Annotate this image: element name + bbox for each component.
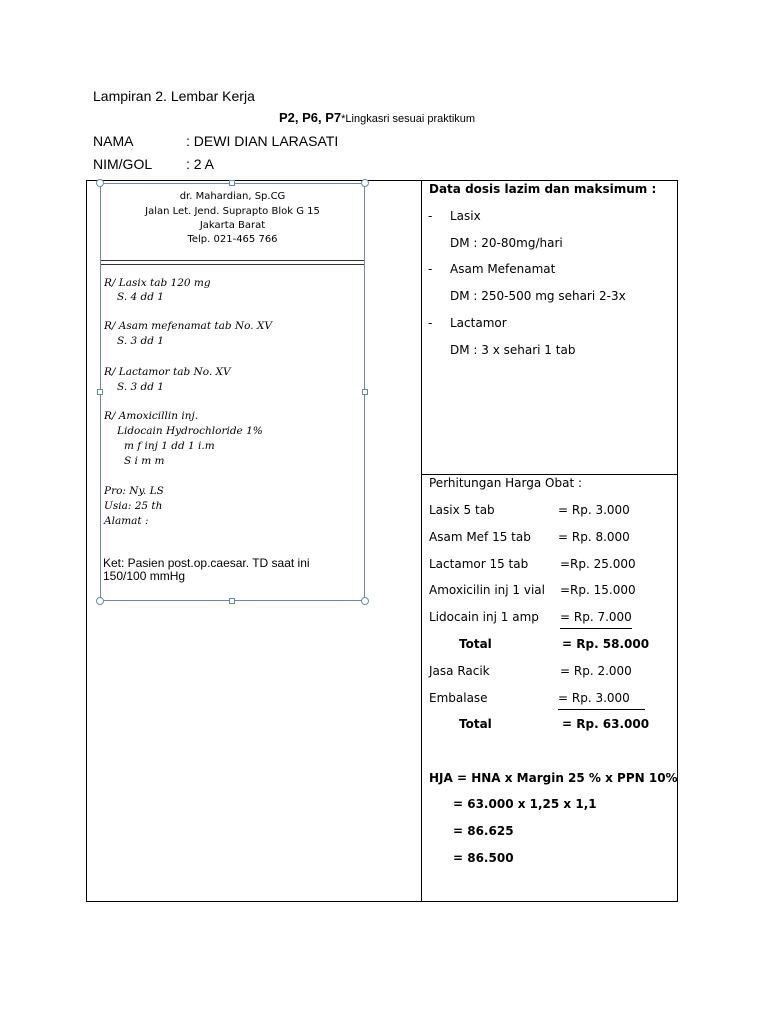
patient-line: Pro: Ny. LS [104,485,164,497]
bullet: - [428,316,433,330]
resize-handle-top-right[interactable] [361,179,369,187]
rx-line: S i m m [124,455,165,467]
harga-row-label: Amoxicilin inj 1 vial [429,583,545,597]
nim-label: NIM/GOL [93,156,153,172]
embalase-label: Embalase [429,691,488,705]
bullet: - [428,209,433,223]
harga-row-label: Lactamor 15 tab [429,557,529,571]
practicum-codes-note: *Lingkasri sesuai praktikum [341,113,476,125]
doctor-name: dr. Mahardian, Sp.CG [179,191,286,202]
subtotal-underline [560,628,632,629]
bullet: - [428,262,433,276]
rx-line: S. 3 dd 1 [117,335,164,347]
rx-line: R/ Lactamor tab No. XV [104,366,231,378]
harga-row-value: = Rp. 3.000 [558,503,630,517]
hja-formula: HJA = HNA x Margin 25 % x PPN 10% [429,771,678,785]
resize-handle-bottom-left[interactable] [96,597,104,605]
doctor-address: Jalan Let. Jend. Suprapto Blok G 15 [145,206,320,217]
document-title: Lampiran 2. Lembar Kerja [93,88,255,104]
embalase-value: = Rp. 3.000 [558,691,630,705]
harga-row-value: =Rp. 25.000 [560,557,636,571]
harga-row-label: Lasix 5 tab [429,503,495,517]
rx-line: Lidocain Hydrochloride 1% [117,425,263,437]
column-divider [421,180,422,902]
header-rule-1 [101,260,364,261]
dosis-dm: DM : 3 x sehari 1 tab [450,343,576,357]
doctor-phone: Telp. 021-465 766 [187,234,278,245]
jasa-racik-value: = Rp. 2.000 [560,664,632,678]
total-label: Total [459,637,492,651]
harga-heading: Perhitungan Harga Obat : [429,476,583,490]
harga-row-value: = Rp. 8.000 [558,530,630,544]
doctor-city: Jakarta Barat [199,220,266,231]
patient-line: Alamat : [104,515,149,527]
nama-label: NAMA [93,133,134,149]
patient-line: Usia: 25 th [104,500,163,512]
total-value: = Rp. 58.000 [562,637,650,651]
grand-total-value: = Rp. 63.000 [562,717,650,731]
rx-line: R/ Asam mefenamat tab No. XV [104,320,272,332]
hja-step: = 86.625 [453,824,514,838]
resize-handle-right[interactable] [362,389,368,395]
nama-value: : DEWI DIAN LARASATI [186,133,339,149]
resize-handle-top[interactable] [229,180,235,186]
dosis-dm: DM : 20-80mg/hari [450,236,563,250]
resize-handle-top-left[interactable] [96,179,104,187]
practicum-codes-line [279,110,475,125]
hja-step: = 63.000 x 1,25 x 1,1 [453,797,597,811]
rx-line: R/ Amoxicillin inj. [104,410,199,422]
nim-value: : 2 A [186,156,215,172]
note-line-1: Ket: Pasien post.op.caesar. TD saat ini [103,556,310,570]
rx-line: m f inj 1 dd 1 i.m [124,440,215,452]
row-divider [422,474,678,475]
dosis-drug-name: Asam Mefenamat [450,262,556,276]
dosis-drug-name: Lasix [450,209,481,223]
resize-handle-bottom-right[interactable] [361,597,369,605]
rx-line: S. 4 dd 1 [117,291,164,303]
dosis-dm: DM : 250-500 mg sehari 2-3x [450,289,626,303]
grand-total-underline [558,709,645,710]
resize-handle-left[interactable] [97,389,103,395]
hja-step: = 86.500 [453,851,514,865]
rx-line: R/ Lasix tab 120 mg [104,277,211,289]
harga-row-value: =Rp. 15.000 [560,583,636,597]
grand-total-label: Total [459,717,492,731]
harga-row-label: Lidocain inj 1 amp [429,610,539,624]
rx-line: S. 3 dd 1 [117,381,164,393]
jasa-racik-label: Jasa Racik [429,664,490,678]
header-rule-2 [101,264,364,265]
harga-row-value: = Rp. 7.000 [560,610,632,624]
dosis-heading: Data dosis lazim dan maksimum : [429,182,657,196]
dosis-drug-name: Lactamor [450,316,507,330]
harga-row-label: Asam Mef 15 tab [429,530,531,544]
resize-handle-bottom[interactable] [229,598,235,604]
note-line-2: 150/100 mmHg [103,569,186,583]
practicum-codes: P2, P6, P7 [279,110,342,125]
